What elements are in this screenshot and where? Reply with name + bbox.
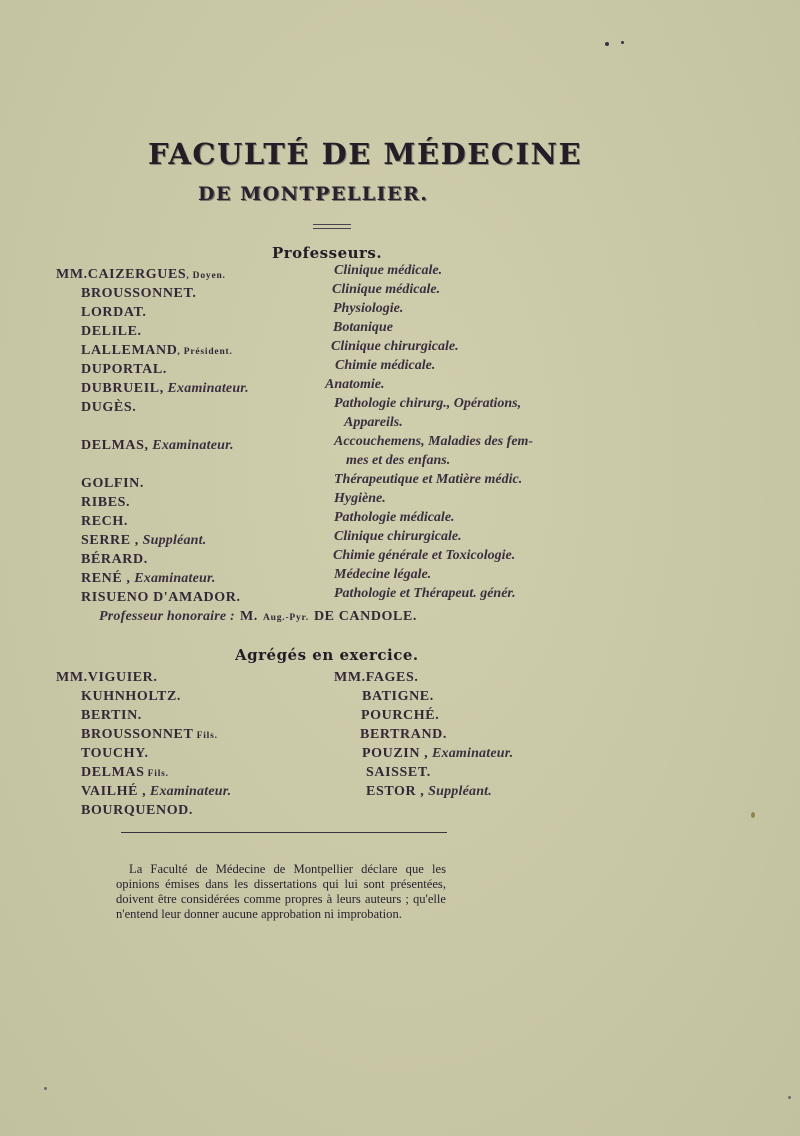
professor-subject: Clinique médicale. <box>334 263 443 278</box>
mm-prefix: MM. <box>56 267 88 282</box>
professor-name: LALLEMAND <box>81 343 178 358</box>
agrege-row <box>81 780 231 797</box>
professor-role: Examinateur. <box>130 571 216 586</box>
professor-subject-continued: Appareils. <box>344 415 403 430</box>
disclaimer-notice: La Faculté de Médecine de Montpellier déclare que les opinions émises dans les dissertations qui lui sont présentées, doivent être considérées comme propres à leurs auteurs ; qu'elle n'entend leur donner aucune approbation ni improbation. <box>116 861 446 921</box>
professor-name: RIBES. <box>81 495 131 510</box>
professor-subject: Clinique chirurgicale. <box>334 529 462 544</box>
professor-subject: Pathologie chirurg., Opérations, <box>334 396 522 411</box>
agrege-name: ESTOR , <box>366 784 425 799</box>
professor-name: DELILE. <box>81 324 142 339</box>
agrege-name: FAGES. <box>365 670 419 685</box>
honorary-label: Professeur honoraire : <box>99 609 235 624</box>
paper-speck <box>788 1096 791 1099</box>
professor-subject: Clinique chirurgicale. <box>331 339 459 354</box>
professor-name: RENÉ , <box>81 571 131 586</box>
professor-name: BROUSSONNET. <box>81 286 197 301</box>
agrege-row <box>81 685 181 702</box>
agrege-row <box>362 742 513 759</box>
agrege-role: Examinateur. <box>428 746 514 761</box>
professor-subject: Pathologie et Thérapeut. génér. <box>334 586 516 601</box>
agrege-name: BROUSSONNET <box>81 727 194 742</box>
agrege-row <box>56 666 158 683</box>
professor-name: SERRE , <box>81 533 139 548</box>
agrege-name: SAISSET. <box>366 765 431 780</box>
professor-subject: Accouchemens, Maladies des fem- <box>334 434 534 449</box>
page-subtitle: DE MONTPELLIER. <box>198 183 429 205</box>
professor-row <box>81 301 147 318</box>
professor-row <box>81 434 234 451</box>
professor-subject: Anatomie. <box>325 377 385 392</box>
professor-subject: Chimie médicale. <box>335 358 436 373</box>
agrege-row <box>81 704 142 721</box>
professor-row <box>81 282 196 299</box>
professor-row <box>81 491 130 508</box>
professor-row <box>81 320 142 337</box>
agrege-name: POURCHÉ. <box>361 708 440 723</box>
agrege-role: Fils. <box>193 731 218 741</box>
professor-row <box>81 529 206 546</box>
mm-prefix: MM. <box>334 670 366 685</box>
agrege-row <box>360 723 447 740</box>
agrege-row <box>81 799 193 816</box>
agrege-row <box>366 780 492 797</box>
professor-row <box>81 377 249 394</box>
professor-subject-continued: mes et des enfans. <box>346 453 451 468</box>
professor-subject: Médecine légale. <box>334 567 432 582</box>
agrege-name: DELMAS <box>81 765 145 780</box>
professor-role: Examinateur. <box>163 381 249 396</box>
professor-row <box>81 586 241 603</box>
professor-row <box>81 548 148 565</box>
agrege-name: KUHNHOLTZ. <box>81 689 182 704</box>
professor-subject: Physiologie. <box>333 301 404 316</box>
professor-name: GOLFIN. <box>81 476 144 491</box>
professor-name: CAIZERGUES <box>87 267 187 282</box>
professor-name: DUGÈS. <box>81 400 137 415</box>
agrege-name: VIGUIER. <box>87 670 158 685</box>
professor-row <box>56 263 226 280</box>
honorary-given-name: Aug.-Pyr. <box>262 613 309 623</box>
honorary-professor-row <box>99 605 417 622</box>
agrege-name: POUZIN , <box>362 746 429 761</box>
agrege-row <box>366 761 431 778</box>
professor-role: , Président. <box>177 347 233 357</box>
professor-subject: Pathologie médicale. <box>334 510 455 525</box>
agrege-row <box>81 742 149 759</box>
professor-name: BÉRARD. <box>81 552 148 567</box>
honorary-mm: M. <box>239 609 258 624</box>
honorary-name: DE CANDOLE. <box>313 609 418 624</box>
agrege-name: BERTIN. <box>81 708 142 723</box>
professor-row <box>81 396 136 413</box>
professor-role: Suppléant. <box>138 533 207 548</box>
section-heading-agreges: Agrégés en exercice. <box>235 646 419 664</box>
agrege-name: VAILHÉ , <box>81 784 147 799</box>
agrege-name: BOURQUENOD. <box>81 803 193 818</box>
mm-prefix: MM. <box>56 670 88 685</box>
agrege-name: BATIGNE. <box>362 689 434 704</box>
professor-row <box>81 472 144 489</box>
professor-row <box>81 510 128 527</box>
professor-subject: Thérapeutique et Matière médic. <box>334 472 523 487</box>
professor-row <box>81 567 216 584</box>
page-title: FACULTÉ DE MÉDECINE <box>148 137 583 171</box>
professor-subject: Hygiène. <box>334 491 386 506</box>
professor-name: DUPORTAL. <box>81 362 167 377</box>
agrege-row <box>334 666 418 683</box>
agrege-row <box>81 723 218 740</box>
agrege-row <box>361 704 439 721</box>
paper-speck <box>44 1087 47 1090</box>
agrege-name: TOUCHY. <box>81 746 149 761</box>
section-heading-professeurs: Professeurs. <box>272 244 383 262</box>
professor-name: RISUENO D'AMADOR. <box>81 590 241 605</box>
professor-subject: Clinique médicale. <box>332 282 441 297</box>
professor-role: Examinateur. <box>148 438 234 453</box>
professor-role: , Doyen. <box>186 271 226 281</box>
agrege-row <box>81 761 169 778</box>
paper-stain <box>751 812 755 818</box>
professor-name: DUBRUEIL, <box>81 381 164 396</box>
paper-speck <box>621 41 624 44</box>
paper-speck <box>605 42 609 46</box>
professor-row <box>81 358 167 375</box>
professor-subject: Chimie générale et Toxicologie. <box>333 548 516 563</box>
horizontal-rule-divider <box>121 832 447 833</box>
professor-subject: Botanique <box>333 320 393 335</box>
agrege-row <box>362 685 434 702</box>
agrege-name: BERTRAND. <box>360 727 447 742</box>
professor-name: DELMAS, <box>81 438 149 453</box>
professor-name: RECH. <box>81 514 128 529</box>
agrege-role: Suppléant. <box>424 784 492 799</box>
professor-row <box>81 339 233 356</box>
double-rule-divider <box>313 224 351 229</box>
agrege-role: Examinateur. <box>146 784 232 799</box>
agrege-role: Fils. <box>144 769 169 779</box>
professor-name: LORDAT. <box>81 305 147 320</box>
